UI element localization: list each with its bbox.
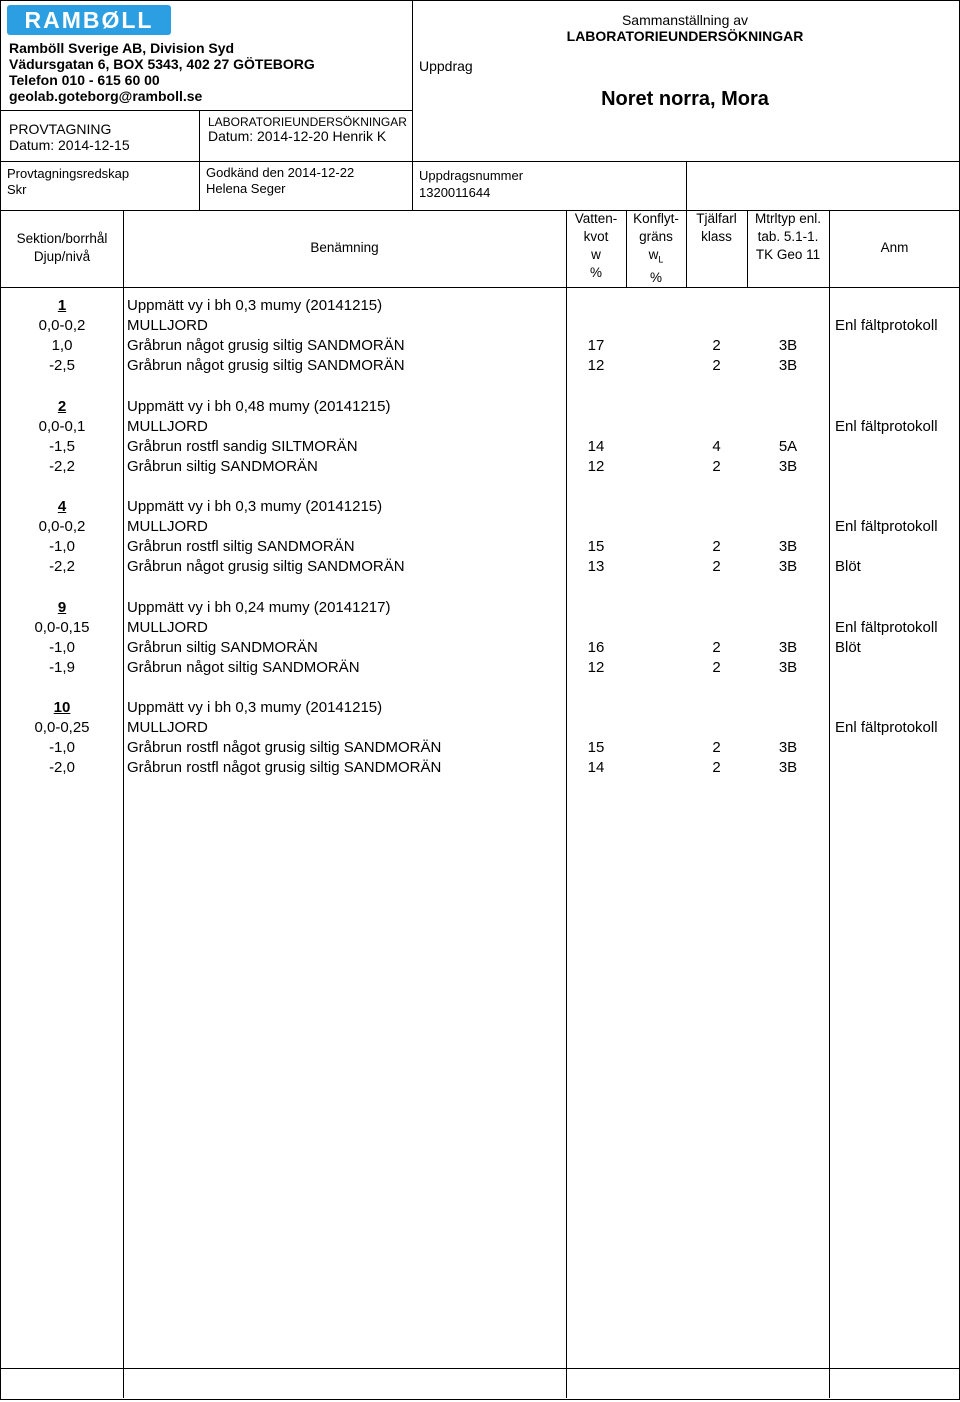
frost-class-cell [686,517,747,537]
depth-cell: -1,9 [49,658,75,676]
material-type-cell: 3B [778,759,798,777]
description-cell: Gråbrun siltig SANDMORÄN [127,457,318,475]
section-title: Uppmätt vy i bh 0,3 mumy (20141215) [127,297,383,314]
water-content-cell: 12 [587,357,605,375]
remark-cell: Enl fältprotokoll [835,317,938,335]
lab-date: Datum: 2014-12-20 Henrik K [208,128,387,144]
col-anm: Anm [880,240,909,255]
depth-cell: 0,0-0,1 [38,417,86,435]
frost-class-cell: 2 [712,658,721,676]
uppdrag-label: Uppdrag [419,58,473,74]
water-content-cell: 14 [587,437,605,455]
remark-cell: Enl fältprotokoll [835,417,938,435]
depth-cell: 0,0-0,2 [38,518,86,536]
provtagning-label: PROVTAGNING [9,121,112,137]
water-content-cell [566,417,626,437]
section-id: 10 [53,699,71,716]
rule [412,1,413,210]
material-type-cell [747,718,829,738]
godkand-by: Helena Seger [206,181,286,196]
section-title: Uppmätt vy i bh 0,3 mumy (20141215) [127,498,383,515]
redskap-label: Provtagningsredskap [7,166,130,181]
depth-cell: -2,2 [49,558,75,576]
provtagning-date: Datum: 2014-12-15 [9,137,130,153]
section-id: 4 [57,498,67,515]
material-type-cell: 3B [778,357,798,375]
uppdragsnummer-label: Uppdragsnummer [419,168,524,183]
col-benamning: Benämning [310,240,379,255]
material-type-cell [747,517,829,537]
ramboll-logo: RAMBØLL [7,5,171,35]
company-name: Ramböll Sverige AB, Division Syd [9,40,235,56]
remark-cell: Enl fältprotokoll [835,719,938,737]
material-type-cell [747,618,829,638]
depth-cell: -1,0 [49,538,75,556]
company-address: Vädursgatan 6, BOX 5343, 402 27 GÖTEBORG [9,56,315,72]
frost-class-cell: 2 [712,739,721,757]
section-title: Uppmätt vy i bh 0,48 mumy (20141215) [127,397,391,415]
water-content-cell: 13 [587,558,605,576]
frost-class-cell: 4 [712,437,721,455]
depth-cell: 0,0-0,25 [34,719,90,737]
col-materialtyp: Mtrltyp enl. tab. 5.1-1. TK Geo 11 [754,211,822,262]
frost-class-cell [686,316,747,336]
section-title: Uppmätt vy i bh 0,24 mumy (20141217) [127,598,391,616]
description-cell: MULLJORD [127,518,208,536]
frost-class-cell [686,417,747,437]
depth-cell: -2,0 [49,759,75,777]
water-content-cell: 14 [587,759,605,777]
material-type-cell: 3B [778,658,798,676]
description-cell: Gråbrun rostfl siltig SANDMORÄN [127,538,355,556]
water-content-cell [566,718,626,738]
rule [1,287,959,288]
col-vattenkvot: Vatten- kvot w % [574,211,618,280]
material-type-cell: 3B [778,457,798,475]
material-type-cell: 3B [778,739,798,757]
company-email: geolab.goteborg@ramboll.se [9,88,203,104]
uppdragsnummer-value: 1320011644 [419,185,491,200]
lab-label: LABORATORIEUNDERSÖKNINGAR [208,115,407,129]
material-type-cell: 3B [778,638,798,656]
water-content-cell [566,316,626,336]
remark-cell: Blöt [835,558,861,576]
material-type-cell: 5A [778,437,798,455]
description-cell: Gråbrun rostfl något grusig siltig SANDMORÄN [127,759,442,777]
frost-class-cell: 2 [712,538,721,556]
water-content-cell [566,618,626,638]
water-content-cell: 12 [587,658,605,676]
project-name: Noret norra, Mora [601,88,769,110]
water-content-cell: 15 [587,538,605,556]
frost-class-cell: 2 [712,759,721,777]
water-content-cell: 17 [587,337,605,355]
company-phone: Telefon 010 - 615 60 00 [9,72,160,88]
description-cell: MULLJORD [127,618,208,636]
depth-cell: 0,0-0,2 [38,317,86,335]
depth-cell: 0,0-0,15 [34,618,90,636]
description-cell: Gråbrun rostfl sandig SILTMORÄN [127,437,358,455]
section-title: Uppmätt vy i bh 0,3 mumy (20141215) [127,699,383,716]
remark-cell: Blöt [835,638,861,656]
rule [123,210,124,1398]
depth-cell: -1,0 [49,638,75,656]
rule [1,110,412,111]
col-tjalfarlighetsklass: Tjälfarl klass [696,211,737,244]
description-cell: Gråbrun något grusig siltig SANDMORÄN [127,558,405,576]
summary-line2: LABORATORIEUNDERSÖKNINGAR [566,28,804,44]
remark-cell: Enl fältprotokoll [835,518,938,536]
col-sektion: Sektion/borrhål Djup/nivå [16,231,108,264]
material-type-cell [747,316,829,336]
material-type-cell: 3B [778,337,798,355]
material-type-cell: 3B [778,538,798,556]
remark-cell: Enl fältprotokoll [835,618,938,636]
section-id: 9 [57,598,67,616]
rule [1,1368,959,1369]
description-cell: Gråbrun något siltig SANDMORÄN [127,658,360,676]
description-cell: Gråbrun något grusig siltig SANDMORÄN [127,357,405,375]
summary-line1: Sammanställning av [621,12,749,28]
depth-cell: -1,0 [49,739,75,757]
description-cell: Gråbrun siltig SANDMORÄN [127,638,318,656]
frost-class-cell [686,718,747,738]
water-content-cell: 15 [587,739,605,757]
depth-cell: -1,5 [49,437,75,455]
rule [829,210,830,1398]
water-content-cell: 12 [587,457,605,475]
frost-class-cell: 2 [712,457,721,475]
frost-class-cell: 2 [712,337,721,355]
redskap-value: Skr [7,182,27,197]
water-content-cell: 16 [587,638,605,656]
frost-class-cell: 2 [712,558,721,576]
frost-class-cell [686,618,747,638]
rule [1,161,959,162]
rule [199,110,200,210]
section-id: 1 [57,297,67,314]
depth-cell: -2,2 [49,457,75,475]
depth-cell: -2,5 [49,357,75,375]
frost-class-cell: 2 [712,638,721,656]
godkand-label: Godkänd den 2014-12-22 [206,165,355,180]
depth-cell: 1,0 [51,337,73,355]
description-cell: Gråbrun rostfl något grusig siltig SANDMORÄN [127,739,442,757]
rule [686,161,687,210]
water-content-cell [566,517,626,537]
col-konflytgrans: Konflyt- gräns $w_L$ % [633,211,679,285]
description-cell: MULLJORD [127,417,208,435]
rule [566,210,567,1398]
description-cell: MULLJORD [127,719,208,737]
material-type-cell [747,417,829,437]
description-cell: Gråbrun något grusig siltig SANDMORÄN [127,337,405,355]
material-type-cell: 3B [778,558,798,576]
section-id: 2 [57,397,67,415]
description-cell: MULLJORD [127,317,208,335]
frost-class-cell: 2 [712,357,721,375]
